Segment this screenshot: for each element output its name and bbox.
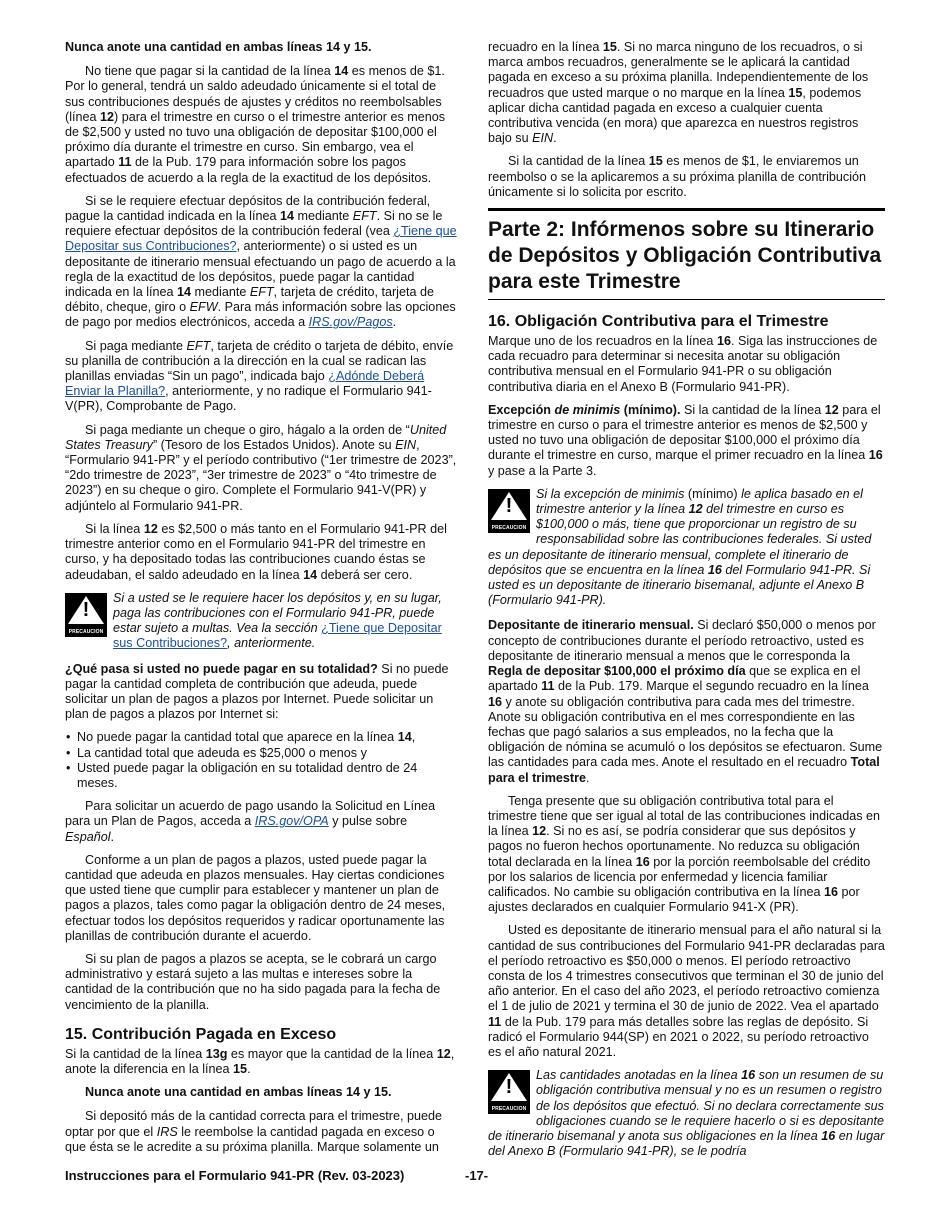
paragraph: Si paga mediante un cheque o giro, hágalo a la orden de “United States Treasury” (Tesoro de los Estados Unidos). Anote su EIN, “Formulario 941-PR” y el período contributivo (“1er trimestre de 2023”, “2do trimestre de 2023”, “3er trimestre de 2023” o “4to trimestre de 2023”) en su cheque o giro. Complete el Formulario 941-V(PR) y adjúntelo al Formulario 941-PR. — [65, 422, 457, 513]
left-column — [65, 40, 458, 1163]
cross-reference-link[interactable]: IRS.gov/OPA — [254, 814, 329, 829]
part-2-title: Parte 2: Infórmenos sobre su Itinerario de Depósitos y Obligación Contributiva para este Trimestre — [488, 218, 882, 294]
paragraph: Usted es depositante de itinerario mensual para el año natural si la cantidad de sus contribuciones del Formulario 941-PR declaradas para el período retroactivo es $50,000 o menos. El período retroactivo consta de los 4 trimestres consecutivos que terminan el 30 de junio del año anterior. En el caso del año 2023, el período retroactivo comienza el 1 de julio de 2021 y termina el 30 de junio de 2022. Vea el apartado 11 de la Pub. 179 para más detalles sobre las reglas de depósito. Si radicó el Formulario 944(SP) en 2021 o 2022, su período retroactivo es el año natural 2021. — [488, 923, 885, 1059]
paragraph: Marque uno de los recuadros en la línea 16. Siga las instrucciones de cada recuadro para determinar si necesita anotar su obligación contributiva mensual en el Formulario 941-PR o su obligación contributiva diaria en el Anexo B (Formulario 941-PR). — [488, 334, 878, 394]
paragraph: Conforme a un plan de pagos a plazos, usted puede pagar la cantidad que adeuda en plazos mensuales. Hay ciertas condiciones que usted tiene que cumplir para establecer y mantener un plan de pagos a plazos, tales como pagar la obligación dentro de 24 meses, efectuar todos los depósitos requeridos y radicar oportunamente las planillas de contribución durante el acuerdo. — [65, 852, 446, 943]
list-item: • No puede pagar la cantidad total que aparece en la línea 14, — [65, 730, 458, 745]
paragraph: Si paga mediante EFT, tarjeta de crédito o tarjeta de débito, envíe su planilla de contribución a la dirección en la cual se radican las planillas enviadas “Sin un pago”, indicada bajo ¿Adónde Deberá Enviar la Planilla?, anteriormente, y no radique el Formulario 941-V(PR), Comprobante de Pago. — [65, 338, 454, 414]
paragraph: Tenga presente que su obligación contributiva total para el trimestre tiene que ser igual al total de las contribuciones indicadas en la línea 12. Si no es así, se podría considerar que sus depósitos y pagos no fueron hechos oportunamente. No reduzca su obligación total declarada en la línea 16 por la porción reembolsable del crédito por los salarios de licencia por enfermedad y licencia familiar calificados. No cambie su obligación contributiva en la línea 16 por ajustes declarados en cualquier Formulario 941-X (PR). — [488, 793, 881, 915]
bullet-list — [65, 730, 458, 791]
paragraph: Si depositó más de la cantidad correcta para el trimestre, puede optar por que el IRS le reembolse la cantidad pagada en exceso o que ésta se le acredite a su próxima planilla. Marque solamente un — [65, 1109, 443, 1154]
paragraph: Si se le requiere efectuar depósitos de la contribución federal, pague la cantidad indicada en la línea 14 mediante EFT. Si no se le requiere efectuar depósitos de la contribución federal (vea ¿Tiene que Depositar sus Contribuciones?, anteriormente) o si usted es un depositante de itinerario mensual efectuando un pago de acuerdo a la regla de la exactitud de los depósitos, puede pagar la cantidad indicada en la línea 14 mediante EFT, tarjeta de crédito, tarjeta de débito, cheque, giro o EFW. Para más información sobre las opciones de pago por medios electrónicos, acceda a IRS.gov/Pagos. — [65, 193, 457, 330]
note-never-both-lines: Nunca anote una cantidad en ambas líneas 14 y 15. — [65, 40, 372, 54]
right-column — [488, 40, 885, 1169]
section-heading-15: 15. Contribución Pagada en Exceso — [65, 1025, 337, 1043]
paragraph: Si su plan de pagos a plazos se acepta, se le cobrará un cargo administrativo y estará sujeto a las multas e intereses sobre la cantidad de la contribución que no ha sido pagada para la fecha de vencimiento de la planilla. — [65, 951, 441, 1012]
paragraph: Si la cantidad de la línea 15 es menos de $1, le enviaremos un reembolso o se la aplicaremos a su próxima planilla de contribución únicamente si lo solicita por escrito. — [488, 154, 867, 199]
paragraph-monthly-depositor: Depositante de itinerario mensual. Si declaró $50,000 o menos por concepto de contribuciones durante el período retroactivo, usted es depositante de itinerario mensual a menos que le corresponda la Regla de depositar $100,000 el próximo día que se explica en el apartado 11 de la Pub. 179. Marque el segundo recuadro en la línea 16 y anote su obligación contributiva para cada mes del trimestre. Anote su obligación contributiva en el mes correspondiente en las fechas que pagó salarios a sus empleados, no la fecha que la obligación de nómina se acumuló o los depósitos se efectuaron. Sume las cantidades para cada mes. Anote el resultado en el recuadro Total para el trimestre. — [488, 618, 883, 785]
page-number: -17- — [465, 1168, 489, 1183]
list-item: • Usted puede pagar la obligación en su totalidad dentro de 24 meses. — [65, 761, 458, 791]
cross-reference-link[interactable]: ¿Tiene que Depositar sus Contribuciones? — [113, 621, 442, 651]
paragraph: Para solicitar un acuerdo de pago usando la Solicitud en Línea para un Plan de Pagos, acceda a IRS.gov/OPA y pulse sobre Español. — [65, 799, 436, 844]
cross-reference-link[interactable]: IRS.gov/Pagos — [308, 315, 393, 330]
paragraph-de-minimis: Excepción de minimis (mínimo). Si la cantidad de la línea 12 para el trimestre en curso o para el trimestre anterior es menos de $2,500 y usted no tuvo una obligación de depositar $100,000 el próximo día durante el trimestre en curso, marque el primer recuadro en la línea 16 y pase a la Parte 3. — [488, 402, 883, 478]
caution-note: ! PRECAUCION Las cantidades anotadas en la línea 16 son un resumen de su obligación contributiva mensual y no es un resumen o registro de los depósitos que efectuó. Si no declara correctamente sus obligaciones cuando se le requiere hacerlo o si es depositante de itinerario bisemanal y anota sus obligaciones en la línea 16 en lugar del Anexo B (Formulario 941-PR), se le podría — [488, 1068, 885, 1159]
caution-warning-icon: ! PRECAUCION — [65, 593, 107, 637]
paragraph: Si la cantidad de la línea 13g es mayor que la cantidad de la línea 12, anote la diferencia en la línea 15. — [65, 1046, 455, 1076]
cross-reference-link[interactable]: ¿Adónde Deberá Enviar la Planilla? — [65, 369, 425, 399]
list-item: • La cantidad total que adeuda es $25,000 o menos y — [65, 746, 458, 761]
caution-note: ! PRECAUCION Si la excepción de minimis (mínimo) le aplica basado en el trimestre anterior y la línea 12 del trimestre en curso es $100,000 o más, tiene que proporcionar un registro de su responsabilidad sobre las contribuciones federales. Si usted es un depositante de itinerario mensual, complete el itinerario de depósitos que se encuentra en la línea 16 del Formulario 941-PR. Si usted es un depositante de itinerario bisemanal, adjunte el Anexo B (Formulario 941-PR). — [488, 486, 872, 608]
paragraph: recuadro en la línea 15. Si no marca ninguno de los recuadros, o si marca ambos recuadros, generalmente se le aplicará la cantidad pagada en exceso a su próxima planilla. Independientemente de los recuadros que usted marque o no marque en la línea 15, podemos aplicar dicha cantidad pagada en exceso a cualquier cuenta contributiva vencida (en mora) que aparezca en nuestros registros bajo su EIN. — [488, 40, 869, 146]
footer-title: Instrucciones para el Formulario 941-PR (Rev. 03-2023) — [65, 1168, 405, 1183]
caution-warning-icon: ! PRECAUCION — [488, 1070, 530, 1114]
note-never-both-lines: Nunca anote una cantidad en ambas líneas 14 y 15. — [85, 1085, 392, 1100]
paragraph: No tiene que pagar si la cantidad de la línea 14 es menos de $1. Por lo general, tendrá un saldo adeudado únicamente si el total de sus contribuciones después de ajustes y créditos no reembolsables (línea 12) para el trimestre en curso o el trimestre anterior es menos de $2,500 y usted no tuvo una obligación de depositar $100,000 el próximo día durante el trimestre en curso. Sin embargo, vea el apartado 11 de la Pub. 179 para información sobre los pagos efectuados de acuerdo a la regla de la exactitud de los depósitos. — [65, 64, 446, 185]
paragraph-cannot-pay: ¿Qué pasa si usted no puede pagar en su totalidad? Si no puede pagar la cantidad completa de contribución que adeuda, puede solicitar un plan de pagos a plazos por Internet. Puede solicitar un plan de pagos a plazos por Internet si: — [65, 661, 449, 722]
caution-note: ! PRECAUCION Si a usted se le requiere hacer los depósitos y, en su lugar, paga las contribuciones con el Formulario 941-PR, puede estar sujeto a multas. Vea la sección ¿Tiene que Depositar sus Contribuciones?, anteriormente. — [65, 591, 458, 652]
caution-warning-icon: ! PRECAUCION — [488, 489, 530, 533]
section-heading-16: 16. Obligación Contributiva para el Trimestre — [488, 313, 829, 331]
part-2-header — [488, 208, 885, 300]
cross-reference-link[interactable]: ¿Tiene que Depositar sus Contribuciones? — [65, 224, 457, 254]
paragraph: Si la línea 12 es $2,500 o más tanto en el Formulario 941-PR del trimestre anterior como en el Formulario 941-PR del trimestre en curso, y ha depositado todas las contribuciones cuando éstas se adeudaban, el saldo adeudado en la línea 14 deberá ser cero. — [65, 521, 447, 582]
